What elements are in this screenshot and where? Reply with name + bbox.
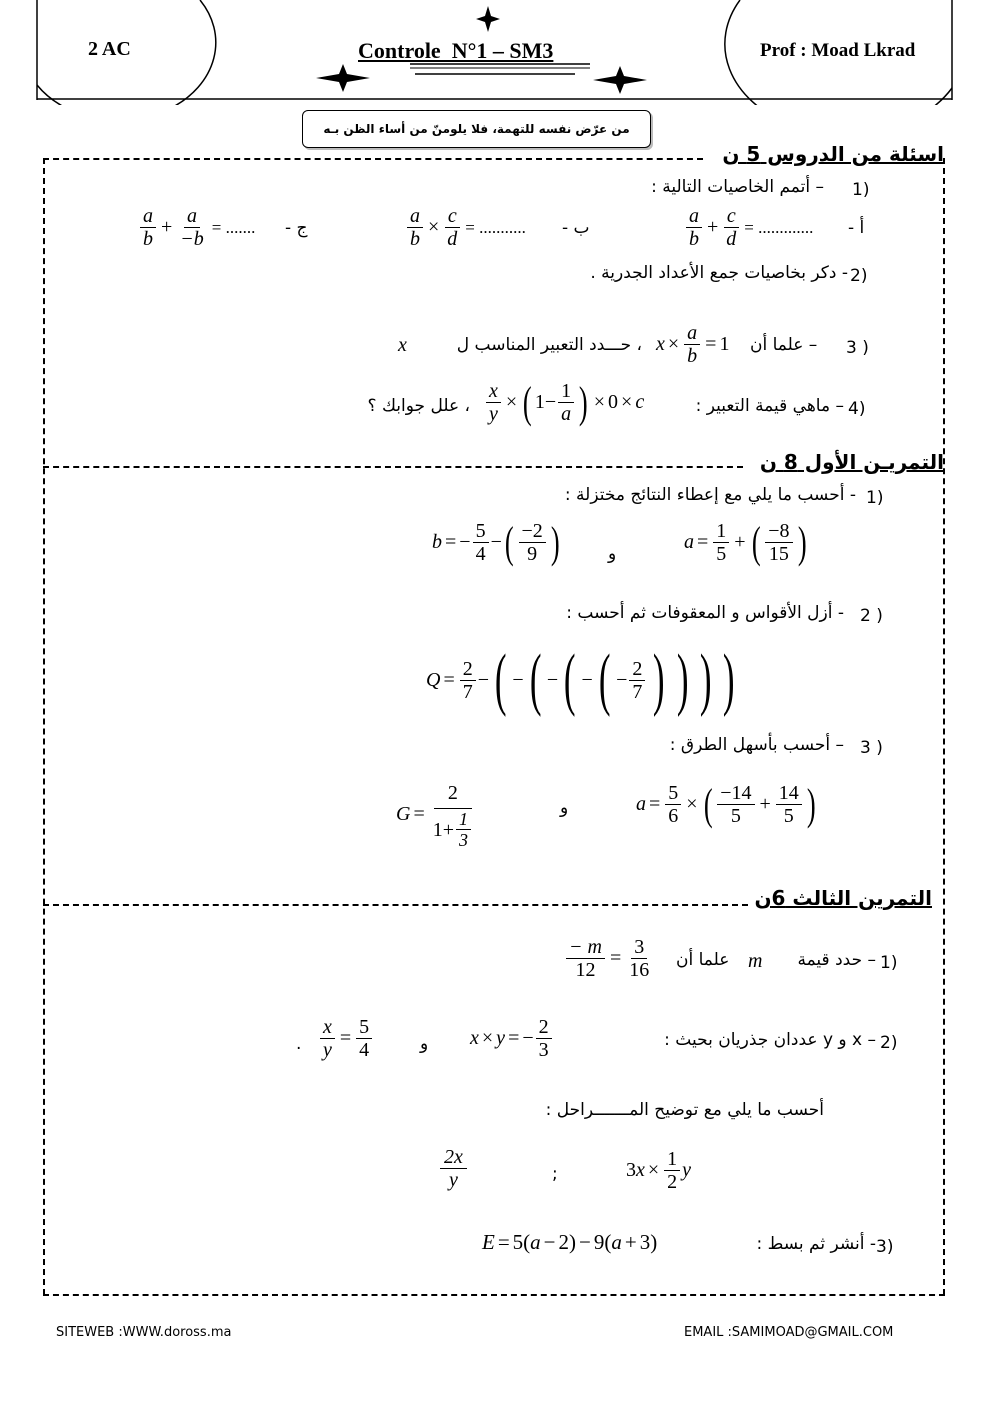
frame-right bbox=[943, 158, 945, 1295]
s3-q2-formula-xy: x × y = − $\frac{2}{3}$ bbox=[470, 1016, 554, 1061]
s1-q1-num: 1) bbox=[852, 180, 870, 200]
s3-q1-num: 1) bbox=[880, 953, 898, 973]
frame-divider-2 bbox=[43, 904, 748, 906]
s1-q3-formula: x × $\frac{a}{b}$ = 1 bbox=[656, 322, 730, 367]
s2-q2-text: - أزل الأقواس و المعقوفات ثم أحسب : bbox=[566, 603, 844, 623]
footer-site: SITEWEB :WWW.doross.ma bbox=[56, 1325, 232, 1340]
s1-q1-c-label: ج - bbox=[285, 218, 308, 238]
s2-q3-text: – أحسب بأسهل الطرق : bbox=[669, 735, 844, 755]
s3-q2-expr-1: $\frac{2x}{y}$ bbox=[438, 1146, 469, 1191]
s3-q3-num: 3) bbox=[876, 1237, 894, 1257]
s1-q3-var: x bbox=[398, 334, 407, 356]
s3-q2-formula-ratio: $\frac{x}{y}$ = $\frac{5}{4}$ bbox=[318, 1016, 374, 1061]
s2-q1-text: - أحسب ما يلي مع إعطاء النتائج مختزلة : bbox=[564, 485, 856, 505]
section3-title: التمرين الثالث 6ن bbox=[754, 886, 932, 910]
s3-q2-followup: أحسب ما يلي مع توضيح المـــــــراحل : bbox=[545, 1100, 824, 1120]
s3-q3-text: - أنشر ثم بسط : bbox=[756, 1234, 876, 1254]
s1-q3-rhs: 1 bbox=[719, 333, 730, 355]
s1-q1-b-formula: $\frac{a}{b}$ × $\frac{c}{d}$ = ........... bbox=[405, 205, 526, 250]
s1-q1-c-rhs: = ....... bbox=[211, 217, 256, 237]
s1-q1-c-formula: $\frac{a}{b}$ + $\frac{a}{-b}$ = ....... bbox=[138, 205, 255, 250]
s3-q2-and: و bbox=[420, 1034, 429, 1054]
s1-q4-text-a: – ماهي قيمة التعبير : bbox=[695, 396, 844, 416]
s2-q2-num: 2 ) bbox=[860, 606, 883, 626]
s2-q1-num: 1) bbox=[866, 488, 884, 508]
s1-q4-formula: $\frac{x}{y}$ × ( 1− $\frac{1}{a}$ ) × 0 × c bbox=[484, 380, 644, 425]
s3-q2-text-a: – x و y عددان جذريان بحيث : bbox=[664, 1030, 876, 1050]
s1-q1-text: – أتمم الخاصيات التالية : bbox=[651, 177, 824, 197]
s2-q1-formula-a: a = $\frac{1}{5}$ + ( $\frac{-8}{15}$ ) bbox=[684, 517, 807, 567]
s1-q4-text-b: ، علل جوابك ؟ bbox=[367, 396, 470, 416]
s2-q3-num: 3 ) bbox=[860, 738, 883, 758]
s1-q2-text: - دكر بخاصيات جمع الأعداد الجدرية . bbox=[590, 263, 848, 283]
quote-text: من عرّض نفسه للتهمة، فلا يلومنّ من أساء الظن بـه bbox=[323, 122, 630, 136]
s2-q1-formula-b: b = − $\frac{5}{4}$ − ( $\frac{-2}{9}$ ) bbox=[432, 517, 560, 567]
s3-q2-num: 2) bbox=[880, 1033, 898, 1053]
s1-q3-num: 3 ) bbox=[846, 338, 869, 358]
frame-top bbox=[43, 158, 703, 160]
s3-q2-period: . bbox=[296, 1034, 302, 1054]
s3-q2-sep: ; bbox=[552, 1164, 558, 1184]
star-icon bbox=[316, 64, 370, 92]
footer-email: EMAIL :SAMIMOAD@GMAIL.COM bbox=[684, 1325, 894, 1340]
s3-q1-formula: $\frac{- m}{12}$ = $\frac{3}{16}$ bbox=[564, 936, 654, 981]
s1-q1-a-label: أ - bbox=[848, 218, 865, 238]
s1-q2-num: 2) bbox=[850, 266, 868, 286]
s3-q2-expr-2: 3 x × $\frac{1}{2}$ y bbox=[626, 1148, 692, 1193]
star-icon bbox=[476, 6, 500, 32]
s1-q1-a-rhs: = ............. bbox=[744, 217, 814, 237]
s1-q1-b-rhs: = ........... bbox=[465, 217, 526, 237]
s2-q3-and: و bbox=[560, 798, 569, 818]
quote-box bbox=[302, 110, 651, 148]
s3-q1-text-a: – حدد قيمة bbox=[797, 950, 876, 970]
s1-q3-text-b: ، حـــدد التعبير المناسب ل bbox=[456, 335, 642, 355]
s3-q1-var: m bbox=[748, 950, 763, 972]
header bbox=[0, 0, 992, 105]
page-title: Controle N°1 – SM3 bbox=[358, 38, 554, 63]
s1-q4-num: 4) bbox=[848, 399, 866, 419]
s1-q1-b-label: ب - bbox=[562, 218, 590, 238]
star-icon bbox=[593, 66, 647, 94]
s1-q3-text-a: – علما أن bbox=[750, 335, 818, 355]
s2-q3-formula-g: G = 2 1+ $\frac{1}{3}$ bbox=[396, 778, 478, 850]
frame-divider-1 bbox=[43, 466, 743, 468]
frame-left bbox=[43, 158, 45, 1295]
s2-q3-formula-a: a = $\frac{5}{6}$ × ( $\frac{-14}{5}$ + $\frac{14}{5}$ ) bbox=[636, 779, 816, 829]
s3-q3-formula: E = 5( a − 2) − 9( a + 3) bbox=[482, 1230, 658, 1254]
s1-q1-a-formula: $\frac{a}{b}$ + $\frac{c}{d}$ = ............. bbox=[684, 205, 813, 250]
s2-q1-and: و bbox=[608, 544, 617, 564]
s3-q1-text-b: علما أن bbox=[676, 950, 730, 970]
s2-q2-formula-q: Q = $\frac{2}{7}$ − ( − ( − ( − ( − $\frac{2}{7}$ ) ) ) ) bbox=[426, 641, 735, 718]
frame-bottom bbox=[43, 1294, 945, 1296]
teacher-name: Prof : Moad Lkrad bbox=[760, 40, 916, 61]
section1-title: اسئلة من الدروس 5 ن bbox=[722, 142, 944, 166]
section2-title: التمريـن الأول 8 ن bbox=[759, 450, 944, 474]
class-label: 2 AC bbox=[88, 38, 131, 60]
